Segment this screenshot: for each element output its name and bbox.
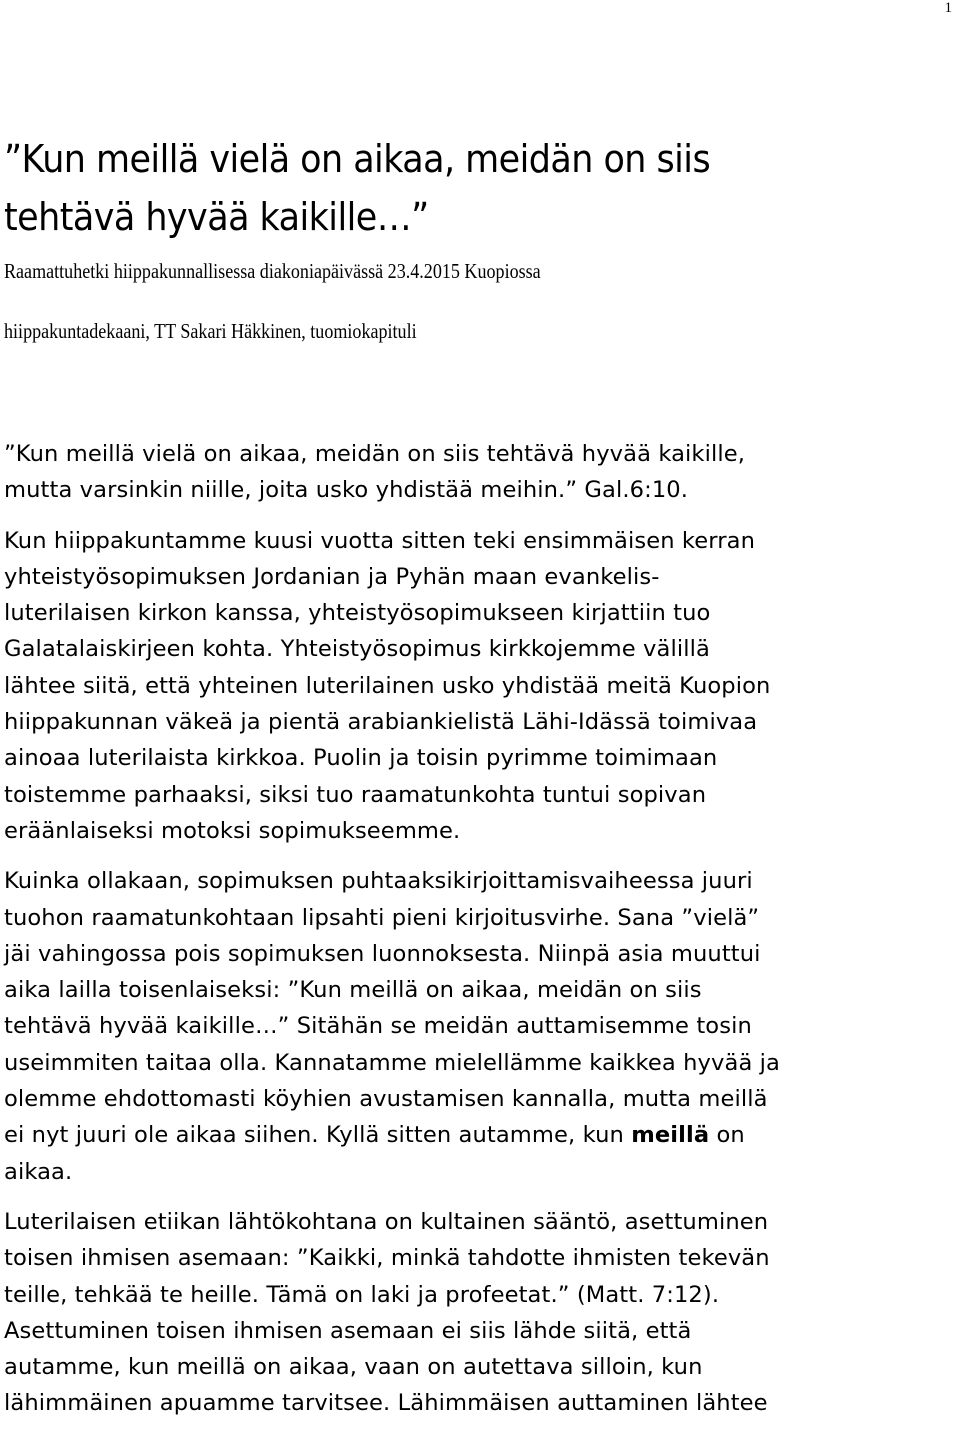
text-line: luterilaisen kirkon kanssa, yhteistyösopimukseen kirjattiin tuo	[4, 600, 711, 627]
document-title-line-2: tehtävä hyvää kaikille…”	[4, 195, 429, 239]
text-line: ”Kun meillä vielä on aikaa, meidän on siis tehtävä hyvää kaikille,	[4, 441, 746, 467]
page-number: 1	[944, 0, 952, 16]
text-line: lähimmäinen apuamme tarvitsee. Lähimmäisen auttaminen lähtee	[4, 1390, 768, 1417]
text-line: eräänlaiseksi motoksi sopimukseemme.	[4, 817, 461, 844]
text-line: Asettuminen toisen ihmisen asemaan ei siis lähde siitä, että	[4, 1317, 692, 1344]
emphasis-meilla: meillä	[631, 1122, 710, 1149]
subtitle-author: hiippakuntadekaani, TT Sakari Häkkinen, tuomiokapituli	[4, 319, 417, 343]
text-line: ainoaa luterilaista kirkkoa. Puolin ja toisin pyrimme toimimaan	[4, 745, 718, 772]
paragraph-cooperation	[4, 523, 960, 850]
text-line: toistemme parhaaksi, siksi tuo raamatunkohta tuntui sopivan	[4, 781, 707, 808]
text-line: tehtävä hyvää kaikille…” Sitähän se meidän auttamisemme tosin	[4, 1013, 752, 1040]
text-line: toisen ihmisen asemaan: ”Kaikki, minkä tahdotte ihmisten tekevän	[4, 1245, 770, 1272]
paragraph-typo	[4, 863, 960, 1190]
text-line: autamme, kun meillä on aikaa, vaan on autettava silloin, kun	[4, 1354, 703, 1381]
text-line: Luterilaisen etiikan lähtökohtana on kultainen sääntö, asettuminen	[4, 1208, 769, 1235]
text-line: jäi vahingossa pois sopimuksen luonnoksesta. Niinpä asia muuttui	[4, 940, 761, 967]
text-segment: ei nyt juuri ole aikaa siihen. Kyllä sitten autamme, kun	[4, 1122, 632, 1149]
text-line: olemme ehdottomasti köyhien avustamisen kannalla, mutta meillä	[4, 1086, 768, 1113]
subtitle-event: Raamattuhetki hiippakunnallisessa diakoniapäivässä 23.4.2015 Kuopiossa	[4, 259, 541, 283]
text-line: Kun hiippakuntamme kuusi vuotta sitten teki ensimmäisen kerran	[4, 527, 756, 554]
text-line: lähtee siitä, että yhteinen luterilainen usko yhdistää meitä Kuopion	[4, 672, 771, 699]
text-line: aikaa.	[4, 1158, 73, 1185]
text-line	[4, 1117, 960, 1153]
text-segment: on	[709, 1122, 745, 1149]
document-title	[4, 130, 878, 246]
text-line: Galatalaiskirjeen kohta. Yhteistyösopimus kirkkojemme välillä	[4, 636, 710, 663]
paragraph-golden-rule	[4, 1204, 960, 1422]
text-line: useimmiten taitaa olla. Kannatamme mielellämme kaikkea hyvää ja	[4, 1049, 780, 1076]
body-text	[4, 436, 960, 1436]
text-line: mutta varsinkin niille, joita usko yhdistää meihin.” Gal.6:10.	[4, 477, 689, 504]
document-title-line-1: ”Kun meillä vielä on aikaa, meidän on siis	[4, 137, 711, 181]
text-line: Kuinka ollakaan, sopimuksen puhtaaksikirjoittamisvaiheessa juuri	[4, 868, 753, 895]
text-line: yhteistyösopimuksen Jordanian ja Pyhän maan evankelis-	[4, 563, 660, 590]
text-line: teille, tehkää te heille. Tämä on laki ja profeetat.” (Matt. 7:12).	[4, 1281, 720, 1308]
text-line: aika lailla toisenlaiseksi: ”Kun meillä on aikaa, meidän on siis	[4, 977, 702, 1004]
paragraph-bible-quote	[4, 436, 960, 509]
text-line: tuohon raamatunkohtaan lipsahti pieni kirjoitusvirhe. Sana ”vielä”	[4, 904, 760, 931]
text-line: hiippakunnan väkeä ja pientä arabiankielistä Lähi-Idässä toimivaa	[4, 709, 758, 736]
